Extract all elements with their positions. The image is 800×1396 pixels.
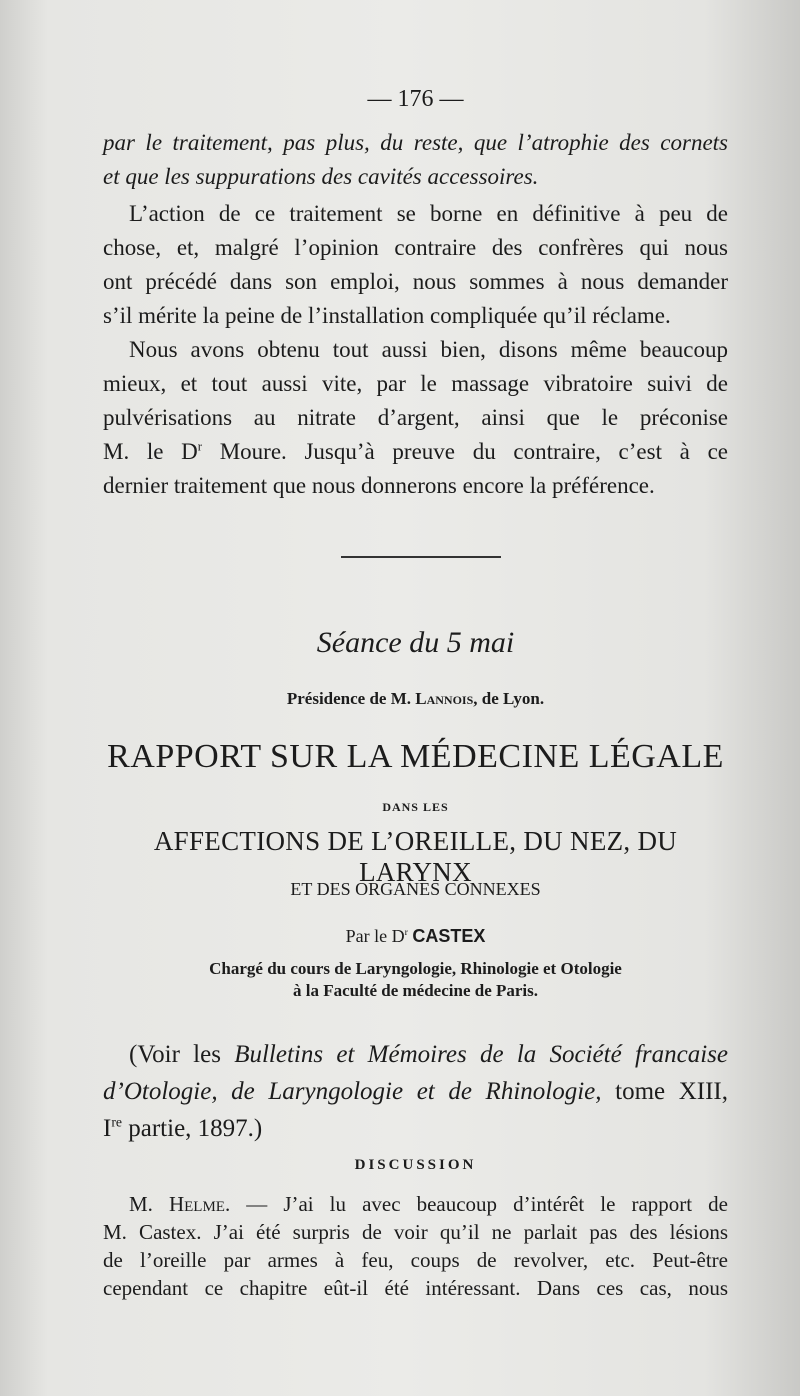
page-number: — 176 — [367,86,464,112]
report-title-connector: DANS LES [382,800,449,814]
text-line: de l’oreille par armes à feu, coups de revolver, etc. Peut-être [103,1248,728,1272]
author-byline: Par le $D^r$ CASTEX [345,926,486,946]
text-line: L’action de ce traitement se borne en définitive à peu de [129,201,728,226]
text-line: M. Castex. J’ai été surpris de voir qu’il ne parlait pas des lésions [103,1220,728,1244]
text-line: (Voir les Bulletins et Mémoires de la Société francaise [129,1041,728,1068]
speaker-name: M. Helme. [129,1192,231,1216]
report-title-main: AFFECTIONS DE L’OREILLE, DU NEZ, DU LARYNX [153,826,678,887]
paragraph-massage [103,333,728,503]
section-divider [341,556,501,558]
text-line: s’il mérite la peine de l’installation compliquée qu’il réclame. [103,303,671,328]
author-affiliation: Chargé du cours de Laryngologie, Rhinologie et Otologie à la Faculté de médecine de Paris. [209,959,622,1000]
text-line: et que les suppurations des cavités accessoires. [103,164,539,189]
text-line: pulvérisations au nitrate d’argent, ainsi que le préconise [103,405,728,430]
paragraph-action [103,197,728,333]
report-title: RAPPORT SUR LA MÉDECINE LÉGALE [107,738,724,775]
text-line: chose, et, malgré l’opinion contraire des confrères qui nous [103,235,728,260]
reference-note [103,1036,728,1147]
text-line: mieux, et tout aussi vite, par le massage vibratoire suivi de [103,371,728,396]
text-line: ont précédé dans son emploi, nous sommes à nous demander [103,269,728,294]
presidence-line: Présidence de M. Lannois, de Lyon. [286,689,545,708]
text-line: Nous avons obtenu tout aussi bien, disons même beaucoup [129,337,728,362]
paragraph-atrophie [103,126,728,194]
seance-heading: Séance du 5 mai [316,626,515,659]
discussion-heading: DISCUSSION [354,1157,477,1173]
report-title-sub: ET DES ORGANES CONNEXES [290,879,541,899]
text-line: dernier traitement que nous donnerons encore la préférence. [103,473,655,498]
text-line: Ire partie, 1897.) [103,1114,263,1142]
text-line: par le traitement, pas plus, du reste, que l’atrophie des cornets [103,130,728,155]
discussion-paragraph [103,1190,728,1302]
text-line: d’Otologie, de Laryngologie et de Rhinologie, tome XIII, [103,1078,728,1105]
text-line: M. le $D^r$ Moure. Jusqu’à preuve du contraire, c’est à ce [103,439,728,464]
text-line: cependant ce chapitre eût-il été intéressant. Dans ces cas, nous [103,1276,728,1300]
text-line: M. Helme. — J’ai lu avec beaucoup d’intérêt le rapport de [129,1192,728,1216]
